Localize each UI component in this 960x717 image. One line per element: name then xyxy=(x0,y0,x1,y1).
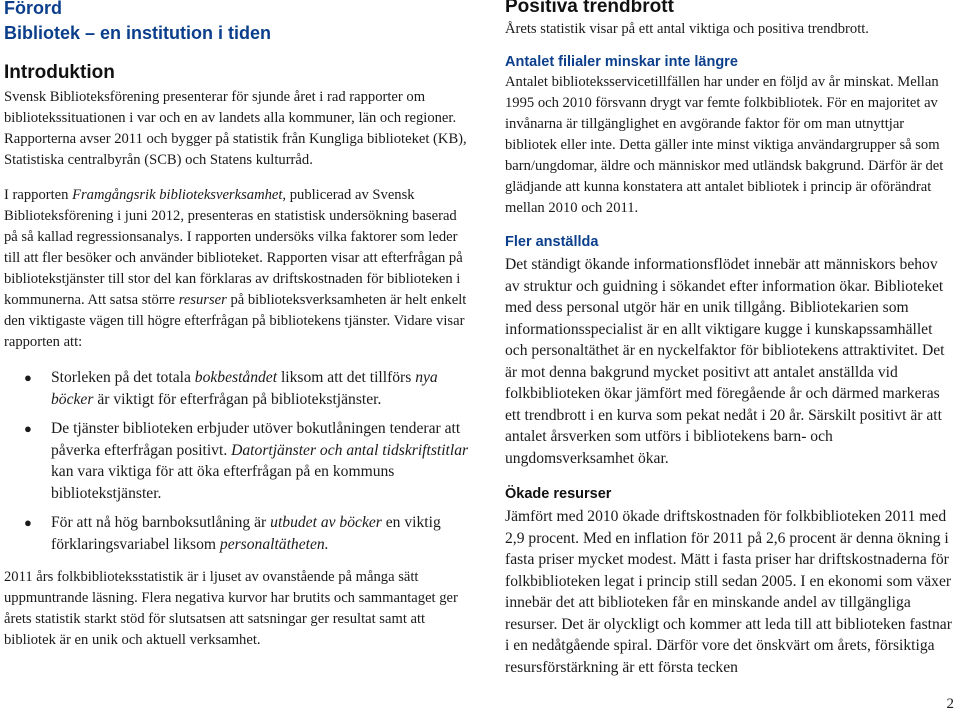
intro-heading: Introduktion xyxy=(4,62,115,83)
p2-report-title: Framgångsrik biblioteksverksamhet, xyxy=(72,187,287,203)
bullet-text: De tjänster biblioteken erbjuder utöver bokutlåningen tenderar att påverka efterfrågan positivt. xyxy=(51,420,461,459)
bullet-italic: personaltätheten. xyxy=(219,535,329,553)
findings-list xyxy=(4,367,470,555)
p2-resources: resurser xyxy=(178,292,227,308)
staff-heading: Fler anställda xyxy=(505,234,599,250)
p2-text-a: I rapporten xyxy=(4,187,73,203)
bullet-text: liksom att det tillförs xyxy=(277,369,416,386)
left-column xyxy=(4,0,470,651)
page-number: 2 xyxy=(946,696,954,712)
branches-paragraph: Antalet biblioteksservicetillfällen har under en följd av år minskat. Mellan 1995 och 2010 försvann drygt var femte folkbibliotek. För en majoritet av invånarna är tillgänglighet en avgörande faktor för om man utnyttjar bibliotek eller inte. Detta gäller inte minst viktiga användargrupper så som barn/ungdomar, äldre och människor med utländsk bakgrund. Därför är det glädjande att kunna konstatera att antalet bibliotek i princip är oförändrat mellan 2010 och 2011. xyxy=(505,74,944,216)
list-item xyxy=(4,512,470,555)
right-column xyxy=(505,0,955,678)
bullet-icon: ● xyxy=(24,515,32,530)
staff-paragraph: Det ständigt ökande informationsflödet innebär att människors behov av struktur och guidning i sökandet efter information ökar. Biblioteket med dess personal utgör här en unik tillgång. Bibliotekarien som informationsspecialist är en allt viktigare kugge i kunskapssamhället och personaltäthet är en nyckelfaktor för bibliotekens attraktivitet. Det är mot denna bakgrund mycket positivt att antalet anställda vid folkbiblioteken ökar jämfört med föregående år och därmed markeras ett trendbrott i en kurva som pekat nedåt i 20 år. Särskilt positivt är att antalet årsverken som utförs i bibliotekens barn- och ungdomsverksamhet ökar. xyxy=(505,256,945,467)
bullet-italic: utbudet av böcker xyxy=(270,514,382,531)
bullet-text: kan vara viktiga för att öka efterfrågan på en kommuns bibliotekstjänster. xyxy=(51,463,395,502)
branches-heading: Antalet filialer minskar inte längre xyxy=(505,54,738,70)
trends-heading: Positiva trendbrott xyxy=(505,0,674,17)
list-item xyxy=(4,418,470,504)
bullet-icon: ● xyxy=(24,421,32,436)
p2-text-c: på biblioteksverksamheten är helt enkelt den viktigaste vägen till högre efterfrågan på bibliotekens tjänster. Vidare visar rapporten att: xyxy=(4,292,467,350)
bullet-italic: Datortjänster och antal tidskriftstitlar xyxy=(231,441,469,459)
bullet-italic: nya böcker xyxy=(51,369,438,408)
bullet-text: en viktig förklaringsvariabel liksom xyxy=(51,514,441,553)
foreword-heading: Förord xyxy=(4,0,62,18)
bullet-text: För att nå hög barnboksutlåning är xyxy=(51,514,271,531)
page-title: Bibliotek – en institution i tiden xyxy=(4,23,272,43)
bullet-icon: ● xyxy=(24,370,32,385)
trends-intro: Årets statistik visar på ett antal viktiga och positiva trendbrott. xyxy=(505,21,869,37)
intro-paragraph-3: 2011 års folkbiblioteksstatistik är i ljuset av ovanstående på många sätt uppmuntrande läsning. Flera negativa kurvor har brutits och sammantaget ger årets statistik starkt stöd för slutsatsen att satsningar ger resultat samt att bibliotek är en unik och aktuell verksamhet. xyxy=(4,569,458,648)
bullet-text: är viktigt för efterfrågan på bibliotekstjänster. xyxy=(93,390,382,408)
list-item xyxy=(4,367,470,410)
intro-paragraph-2 xyxy=(4,185,470,353)
resources-paragraph: Jämfört med 2010 ökade driftskostnaden för folkbiblioteken 2011 med 2,9 procent. Med en inflation för 2011 på 2,6 procent är denna ökning i fasta priser mycket modest. Mätt i fasta priser har driftskostnaderna för folkbiblioteken legat i princip still sedan 2005. I en ekonomi som växer innebär det att biblioteken får en minskande andel av tillgängliga resurser. Det är olyckligt och kommer att leda till att biblioteken fastnar i en nedåtgående spiral. Därför vore det önskvärt om årets, försiktiga resursförstärkning är ett första tecken xyxy=(505,508,952,676)
bullet-text: Storleken på det totala xyxy=(51,369,195,386)
intro-paragraph-1: Svensk Biblioteksförening presenterar för sjunde året i rad rapporter om bibliotekssituationen i var och en av landets alla kommuner, län och regioner. Rapporterna avser 2011 och bygger på statistik från Kungliga biblioteket (KB), Statistiska centralbyrån (SCB) och Statens kulturråd. xyxy=(4,89,467,168)
resources-heading: Ökade resurser xyxy=(505,486,612,502)
p2-text-b: publicerad av Svensk Biblioteksförening i juni 2012, presenteras en statistisk undersökning baserad på så kallad regressionsanalys. I rapporten undersöks vilka faktorer som leder till att fler besöker och använder biblioteket. Rapporten visar att efterfrågan på bibliotekstjänster till stor del kan förklaras av driftskostnaden för biblioteken i kommunerna. Att satsa större xyxy=(4,187,463,308)
bullet-italic: bokbeståndet xyxy=(194,369,278,386)
